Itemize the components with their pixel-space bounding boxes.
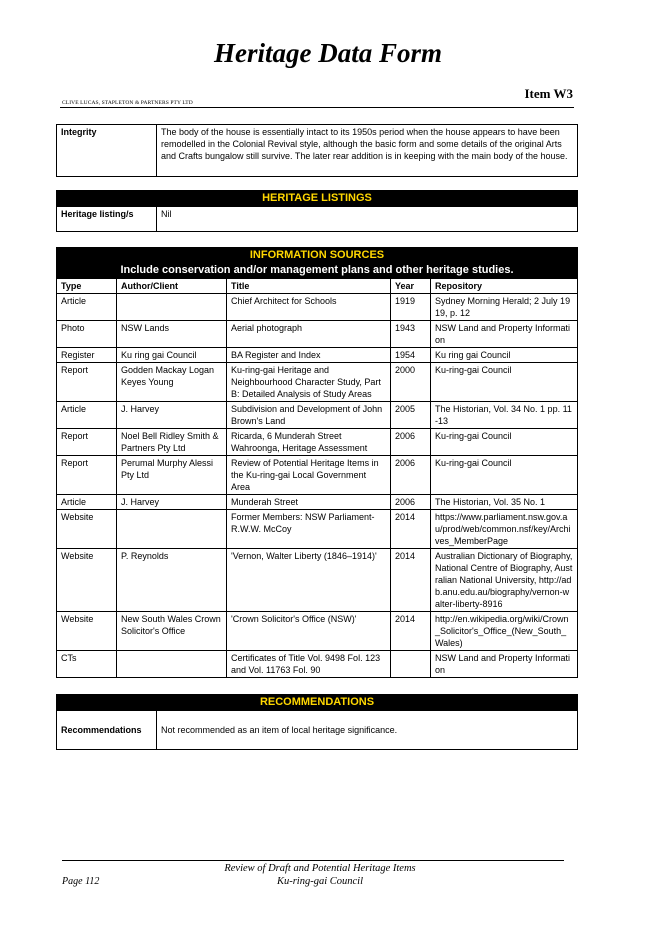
table-cell: Website [57,510,117,549]
table-cell: NSW Land and Property Information [431,651,578,678]
table-cell: Chief Architect for Schools [227,294,391,321]
table-cell: Ku-ring-gai Council [431,429,578,456]
recommendations-table [56,694,578,750]
table-cell: Noel Bell Ridley Smith & Partners Pty Ltd [117,429,227,456]
table-cell: J. Harvey [117,402,227,429]
table-row [57,456,578,495]
column-header: Type [57,279,117,294]
page-label: Page [62,876,83,887]
table-cell: 1943 [391,321,431,348]
table-cell: J. Harvey [117,495,227,510]
form-title: Heritage Data Form [214,38,442,68]
table-cell [117,294,227,321]
table-cell [117,510,227,549]
table-row [57,294,578,321]
heritage-listings-table [56,190,578,232]
table-cell: Article [57,294,117,321]
item-id: Item W3 [524,86,573,101]
table-cell: 2014 [391,510,431,549]
recommendations-label: Recommendations [57,711,157,750]
recommendations-text: Not recommended as an item of local heritage significance. [157,711,578,750]
table-cell: Review of Potential Heritage Items in the Ku-ring-gai Local Government Area [227,456,391,495]
table-cell: Aerial photograph [227,321,391,348]
table-cell: 2000 [391,363,431,402]
table-cell: BA Register and Index [227,348,391,363]
table-row [57,495,578,510]
page-number: 112 [85,876,100,887]
table-cell: Website [57,549,117,612]
table-cell: Register [57,348,117,363]
table-row [57,363,578,402]
recommendations-heading: RECOMMENDATIONS [57,695,578,711]
table-cell: Website [57,612,117,651]
integrity-label: Integrity [57,125,157,177]
table-cell: NSW Land and Property Information [431,321,578,348]
table-cell: Munderah Street [227,495,391,510]
table-row [57,348,578,363]
table-cell: NSW Lands [117,321,227,348]
table-cell: 'Crown Solicitor's Office (NSW)' [227,612,391,651]
table-cell: Ku-ring-gai Heritage and Neighbourhood Character Study, Part B: Detailed Analysis of Study Areas [227,363,391,402]
table-cell: 1954 [391,348,431,363]
table-cell: 1919 [391,294,431,321]
table-row [57,429,578,456]
table-cell: Ku ring gai Council [117,348,227,363]
table-cell: 2005 [391,402,431,429]
table-cell: Photo [57,321,117,348]
table-cell: 2014 [391,612,431,651]
table-cell: New South Wales Crown Solicitor's Office [117,612,227,651]
table-cell: CTs [57,651,117,678]
information-sources-table [56,247,578,678]
column-header: Title [227,279,391,294]
table-cell: The Historian, Vol. 35 No. 1 [431,495,578,510]
column-header: Year [391,279,431,294]
table-cell: 2006 [391,429,431,456]
table-row [57,402,578,429]
table-cell: The Historian, Vol. 34 No. 1 pp. 11-13 [431,402,578,429]
table-row [57,549,578,612]
table-row [57,612,578,651]
table-cell: Australian Dictionary of Biography, National Centre of Biography, Australian National University, http://adb.anu.edu.au/biography/vernon-walter-liberty-8916 [431,549,578,612]
heritage-listings-label: Heritage listing/s [57,207,157,232]
table-row [57,321,578,348]
footer-page [62,876,99,887]
table-cell [117,651,227,678]
heritage-listings-heading: HERITAGE LISTINGS [57,191,578,207]
table-cell: http://en.wikipedia.org/wiki/Crown_Solicitor's_Office_(New_South_Wales) [431,612,578,651]
table-cell: Report [57,456,117,495]
table-cell: Subdivision and Development of John Brown's Land [227,402,391,429]
integrity-table [56,124,578,177]
footer-review-line2: Ku-ring-gai Council [276,876,364,887]
heritage-listings-value: Nil [157,207,578,232]
table-cell: Report [57,363,117,402]
information-sources-subheading: Include conservation and/or management plans and other heritage studies. [57,264,578,279]
table-cell: P. Reynolds [117,549,227,612]
table-cell: Article [57,495,117,510]
sources-header-row [57,279,578,294]
table-cell: Article [57,402,117,429]
information-sources-heading: INFORMATION SOURCES [57,248,578,264]
table-row [57,651,578,678]
table-cell: Ricarda, 6 Munderah Street Wahroonga, Heritage Assessment [227,429,391,456]
table-cell: https://www.parliament.nsw.gov.au/prod/web/common.nsf/key/Archives_MemberPage [431,510,578,549]
table-cell: Former Members: NSW Parliament- R.W.W. McCoy [227,510,391,549]
table-cell: Ku-ring-gai Council [431,456,578,495]
table-cell: Certificates of Title Vol. 9498 Fol. 123 and Vol. 11763 Fol. 90 [227,651,391,678]
table-cell: Ku-ring-gai Council [431,363,578,402]
table-cell: Ku ring gai Council [431,348,578,363]
table-cell: 2006 [391,456,431,495]
company-name: CLIVE LUCAS, STAPLETON & PARTNERS PTY LTD [62,100,193,106]
table-cell [391,651,431,678]
column-header: Author/Client [117,279,227,294]
table-cell: Godden Mackay Logan Keyes Young [117,363,227,402]
integrity-text: The body of the house is essentially intact to its 1950s period when the house appears to have been remodelled in the Colonial Revival style, although the basic form and some details of the original Arts and Crafts bungalow still survive. The later rear addition is in keeping with the main body of the house. [157,125,578,177]
table-cell: 2006 [391,495,431,510]
table-cell: Report [57,429,117,456]
header-rule [60,107,574,108]
table-cell: 'Vernon, Walter Liberty (1846–1914)' [227,549,391,612]
footer-review-line1: Review of Draft and Potential Heritage Items [224,863,416,874]
table-row [57,510,578,549]
footer-rule [62,860,564,861]
table-cell: Sydney Morning Herald; 2 July 1919, p. 12 [431,294,578,321]
table-cell: Perumal Murphy Alessi Pty Ltd [117,456,227,495]
table-cell: 2014 [391,549,431,612]
column-header: Repository [431,279,578,294]
